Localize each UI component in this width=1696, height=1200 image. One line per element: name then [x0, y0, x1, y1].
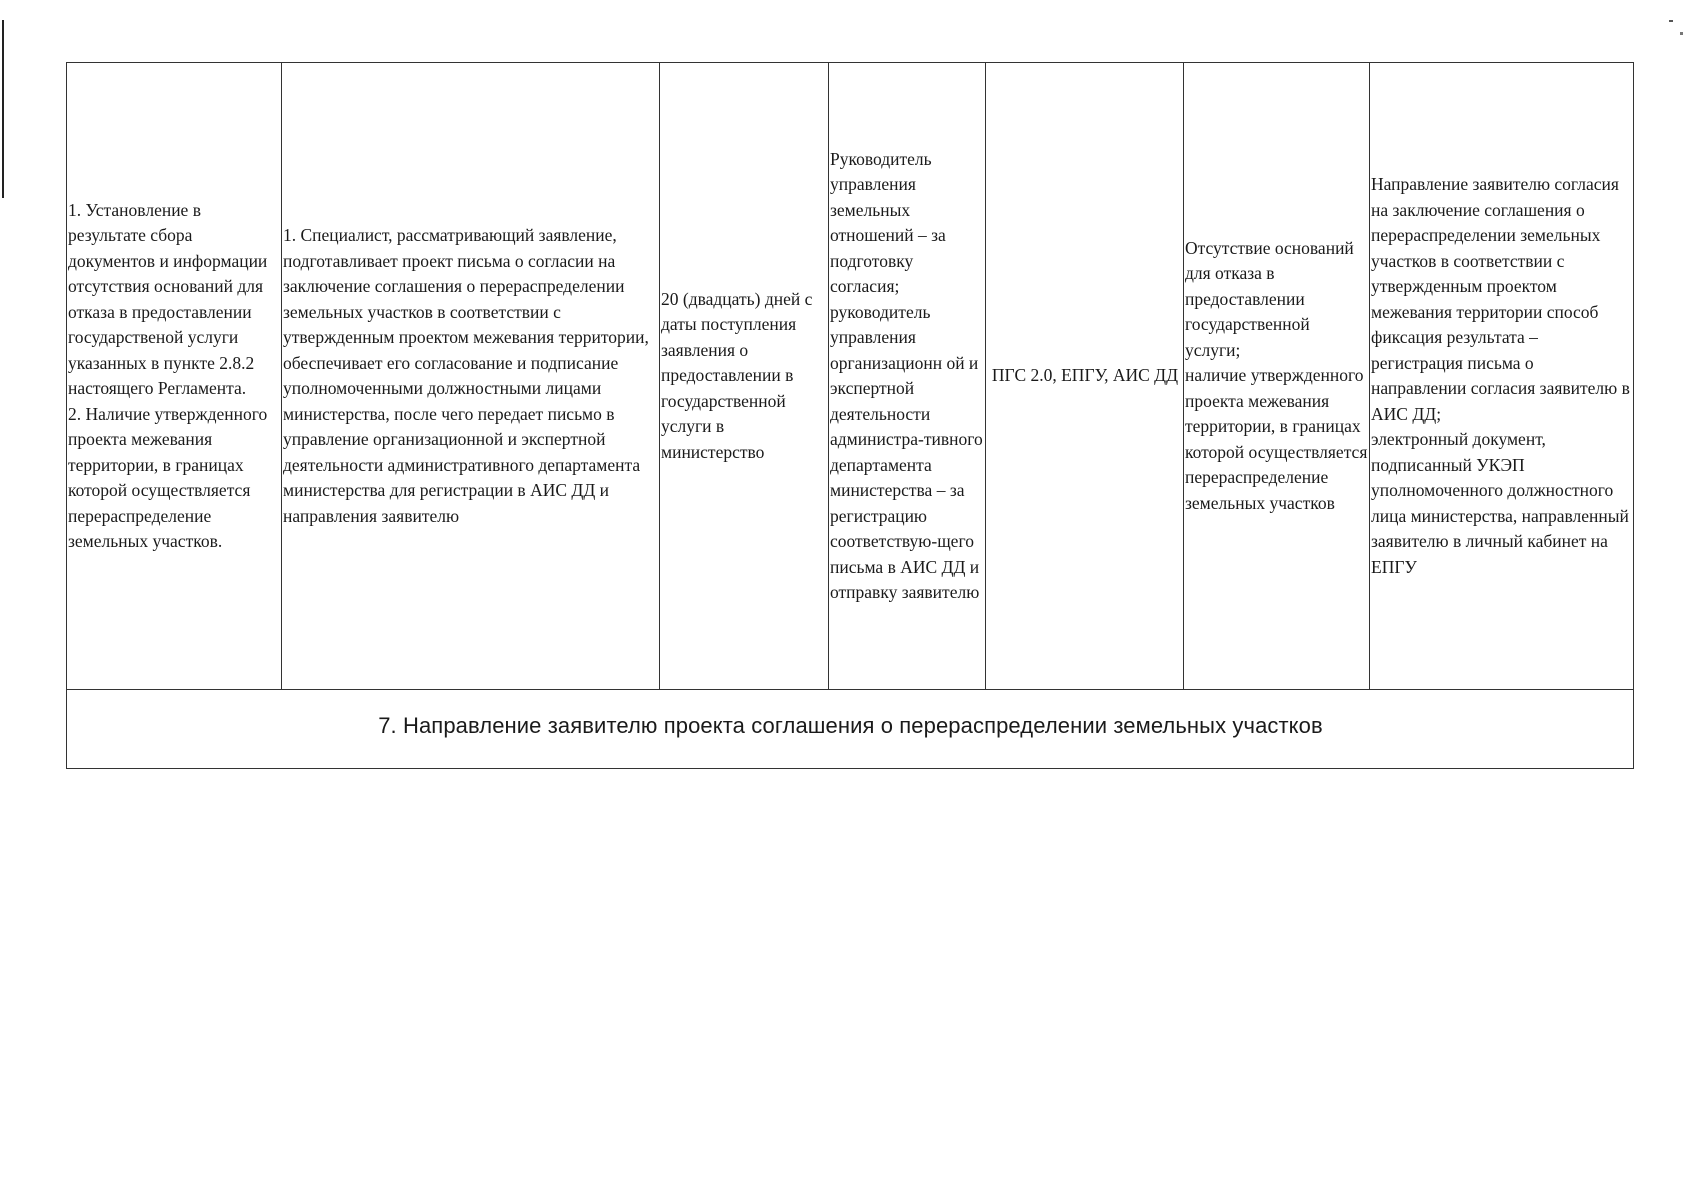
cell-result — [1370, 63, 1634, 690]
cell-criteria — [67, 63, 282, 690]
action-text: 1. Специалист, рассматривающий заявление, подготавливает проект письма о согласии на заключение соглашения о перераспределении земельных участков в соответствии с утвержденным проектом межевания территории, обеспечивает его согласование и подписание уполномоченными должностными лицами министерства, после чего передает письмо в управление организационной и экспертной деятельности административного департамента министерства для регистрации в АИС ДД и направления заявителю — [283, 225, 649, 526]
cell-action — [282, 63, 660, 690]
cell-responsible — [829, 63, 986, 690]
scan-margin-line — [2, 20, 4, 198]
scan-artifact-mark — [1669, 20, 1673, 22]
decision-criteria-text: Отсутствие оснований для отказа в предоставлении государственной услуги; наличие утвержденного проекта межевания территории, в границах которой осуществляется перераспределение земельных участков — [1185, 237, 1368, 513]
cell-decision-criteria — [1184, 63, 1370, 690]
table-row-stage-heading — [67, 690, 1634, 769]
cell-platform — [986, 63, 1184, 690]
stage-heading-cell — [67, 690, 1634, 769]
deadline-text: 20 (двадцать) дней с даты поступления заявления о предоставлении в государственной услуги в министерство — [661, 288, 813, 462]
result-text: Направление заявителю согласия на заключение соглашения о перераспределении земельных участков в соответствии с утвержденным проектом межевания территории способ фиксация результата – регистрация письма о направлении согласия заявителю в АИС ДД; электронный документ, подписанный УКЭП уполномоченного должностного лица министерства, направленный заявителю в личный кабинет на ЕПГУ — [1371, 174, 1630, 577]
criteria-text: 1. Установление в результате сбора документов и информации отсутствия оснований для отказа в предоставлении государственой услуги указанных в пункте 2.8.2 настоящего Регламента. 2. Наличие утвержденного проекта межевания территории, в границах которой осуществляется перераспределение земельных участков. — [68, 199, 268, 551]
stage-heading-text: 7. Направление заявителю проекта соглашения о перераспределении земельных участков — [378, 713, 1323, 739]
responsible-text: Руководитель управления земельных отношений – за подготовку согласия; руководитель управления организационн ой и экспертной деятельности администра-тивного департамента министерства – за регистрацию соответствую-щего письма в АИС ДД и отправку заявителю — [830, 148, 983, 602]
table-row — [67, 63, 1634, 690]
procedure-table — [66, 62, 1634, 769]
scan-artifact-dot — [1680, 32, 1683, 35]
cell-deadline — [660, 63, 829, 690]
platform-text: ПГС 2.0, ЕПГУ, АИС ДД — [991, 365, 1179, 386]
